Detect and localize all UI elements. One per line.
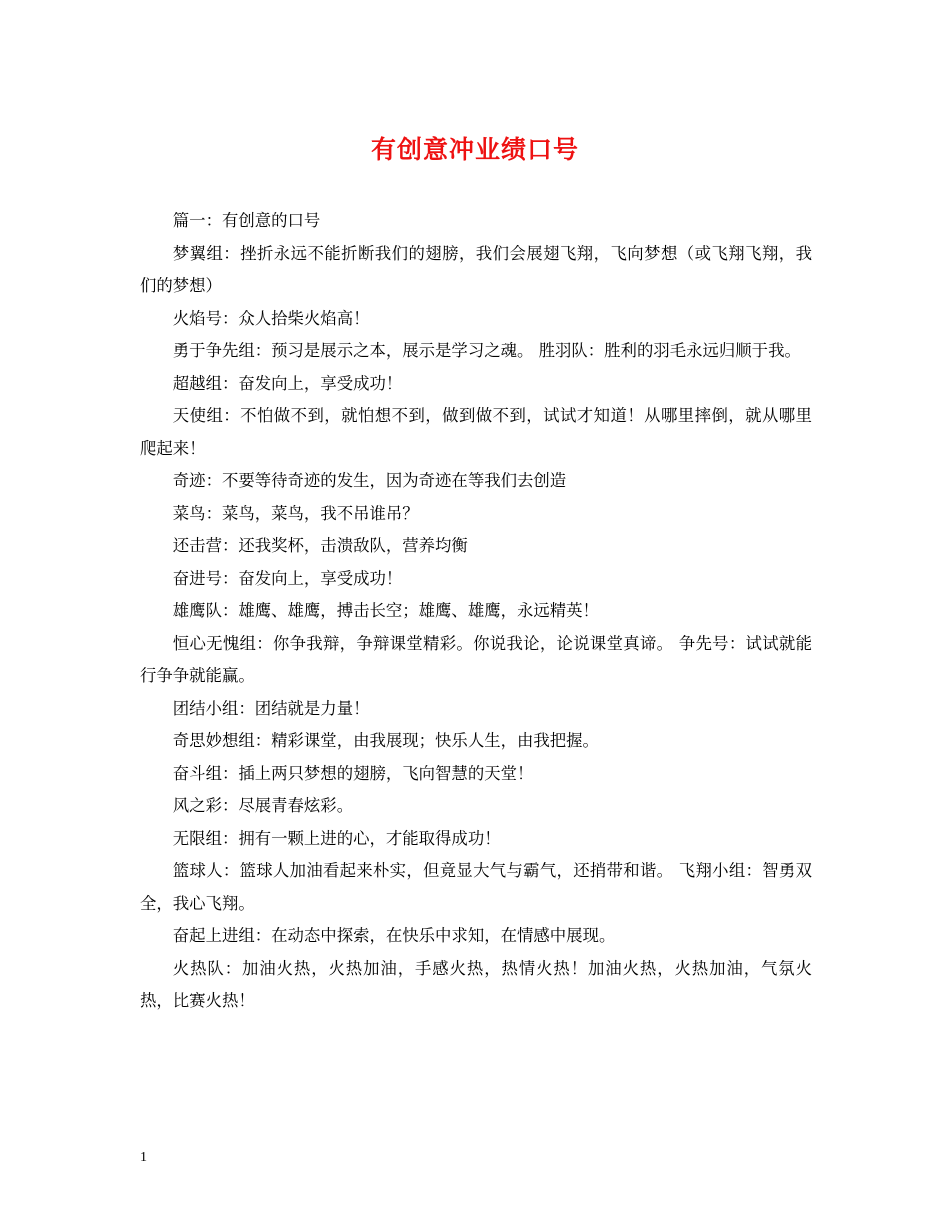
paragraph: 火焰号：众人拾柴火焰高！ xyxy=(172,308,370,328)
paragraph: 菜鸟：菜鸟，菜鸟，我不吊谁吊？ xyxy=(172,503,419,523)
document-body xyxy=(140,205,812,1018)
paragraph: 还击营：还我奖杯，击溃敌队，营养均衡 xyxy=(172,536,468,555)
paragraph: 风之彩：尽展青春炫彩。 xyxy=(172,796,354,815)
paragraph: 雄鹰队：雄鹰、雄鹰，搏击长空；雄鹰、雄鹰，永远精英！ xyxy=(172,601,599,620)
paragraph: 奋起上进组：在动态中探索，在快乐中求知，在情感中展现。 xyxy=(172,926,616,945)
paragraph: 奋进号：奋发向上，享受成功！ xyxy=(172,568,403,588)
paragraph: 超越组：奋发向上，享受成功！ xyxy=(172,373,403,393)
paragraph: 奇迹：不要等待奇迹的发生，因为奇迹在等我们去创造 xyxy=(172,471,567,490)
paragraph: 勇于争先组：预习是展示之本，展示是学习之魂。 胜羽队：胜利的羽毛永远归顺于我。 xyxy=(172,341,801,360)
paragraph: 团结小组：团结就是力量！ xyxy=(172,698,370,718)
paragraph: 天使组：不怕做不到，就怕想不到，做到做不到，试试才知道！从哪里摔倒，就从哪里爬起来！ xyxy=(140,406,812,458)
paragraph-section-heading: 篇一：有创意的口号 xyxy=(172,211,321,230)
document-title: 有创意冲业绩口号 xyxy=(370,135,579,164)
paragraph: 奇思妙想组：精彩课堂，由我展现；快乐人生，由我把握。 xyxy=(172,731,599,750)
page-number: 1 xyxy=(140,1150,147,1165)
paragraph: 火热队：加油火热，火热加油，手感火热，热情火热！加油火热，火热加油，气氛火热，比赛火热！ xyxy=(140,958,812,1010)
paragraph: 梦翼组：挫折永远不能折断我们的翅膀，我们会展翅飞翔，飞向梦想（或飞翔飞翔，我们的梦想） xyxy=(140,243,812,295)
paragraph: 奋斗组：插上两只梦想的翅膀，飞向智慧的天堂！ xyxy=(172,763,534,783)
paragraph: 恒心无愧组：你争我辩，争辩课堂精彩。你说我论，论说课堂真谛。 争先号：试试就能行争争就能赢。 xyxy=(140,633,812,685)
paragraph: 无限组：拥有一颗上进的心，才能取得成功！ xyxy=(172,828,501,848)
paragraph: 篮球人：篮球人加油看起来朴实，但竟显大气与霸气，还捎带和谐。 飞翔小组：智勇双全，我心飞翔。 xyxy=(140,861,812,913)
